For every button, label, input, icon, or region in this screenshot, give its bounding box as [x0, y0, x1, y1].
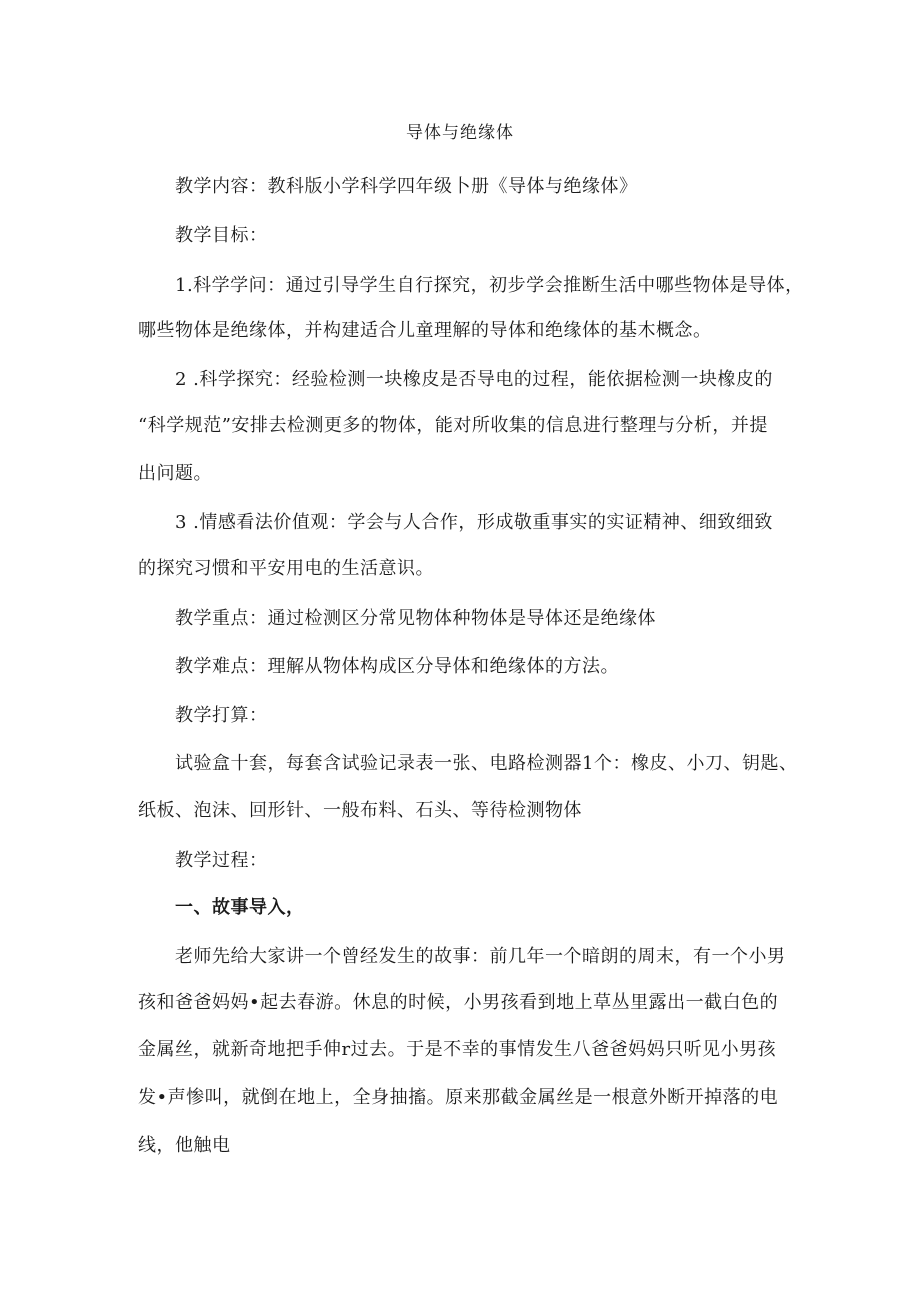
- goal-3-line-2: 的探究习惯和平安用电的生活意识。: [138, 558, 434, 579]
- story-line-4: 发•声惨叫，就倒在地上，全身抽搐。原来那截金属丝是一根意外断开掉落的电: [138, 1087, 779, 1108]
- story-line-1: 老师先给大家讲一个曾经发生的故事：前几年一个暗朗的周末，有一个小男: [175, 946, 786, 967]
- difficult-points: 教学难点：理解从物体构成区分导体和绝缘体的方法。: [175, 656, 619, 677]
- teaching-content: 教学内容：教科版小学科学四年级卜册《导体与绝缘体》: [175, 176, 638, 197]
- preparation-line-2: 纸板、泡沫、回形针、一般布料、石头、等待检测物体: [138, 800, 582, 821]
- story-line-2: 孩和爸爸妈妈•起去春游。休息的时候，小男孩看到地上草丛里露出一截白色的: [138, 992, 779, 1013]
- teaching-goals-heading: 教学目标：: [175, 225, 268, 246]
- goal-3-line-1: 3 .情感看法价值观：学会与人合作，形成敬重事实的实证精神、细致细致: [175, 512, 773, 533]
- goal-2-line-2: “科学规范”安排去检测更多的物体，能对所收集的信息进行整理与分析，并提: [138, 415, 768, 436]
- story-line-5: 线，他触电: [138, 1135, 231, 1156]
- section-1-heading: 一、故事导入，: [175, 897, 305, 918]
- preparation-line-1: 试验盒十套，每套含试验记录表一张、电路检测器1个：橡皮、小刀、钥匙、: [175, 753, 798, 774]
- process-heading: 教学过程：: [175, 850, 268, 871]
- story-line-3: 金属丝，就新奇地把手伸r过去。于是不幸的事情发生八爸爸妈妈只听见小男孩: [138, 1039, 777, 1060]
- goal-2-line-3: 出问题。: [138, 463, 212, 484]
- goal-2-line-1: 2 .科学探究：经验检测一块橡皮是否导电的过程，能依据检测一块橡皮的: [175, 369, 773, 390]
- goal-1-line-1: 1.科学学问：通过引导学生自行探究，初步学会推断生活中哪些物体是导体，: [175, 275, 804, 296]
- preparation-heading: 教学打算：: [175, 705, 268, 726]
- document-title: 导体与绝缘体: [406, 123, 514, 143]
- key-points: 教学重点：通过检测区分常见物体种物体是导体还是绝缘体: [175, 608, 656, 629]
- goal-1-line-2: 哪些物体是绝缘体，并构建适合儿童理解的导体和绝缘体的基木概念。: [138, 320, 712, 341]
